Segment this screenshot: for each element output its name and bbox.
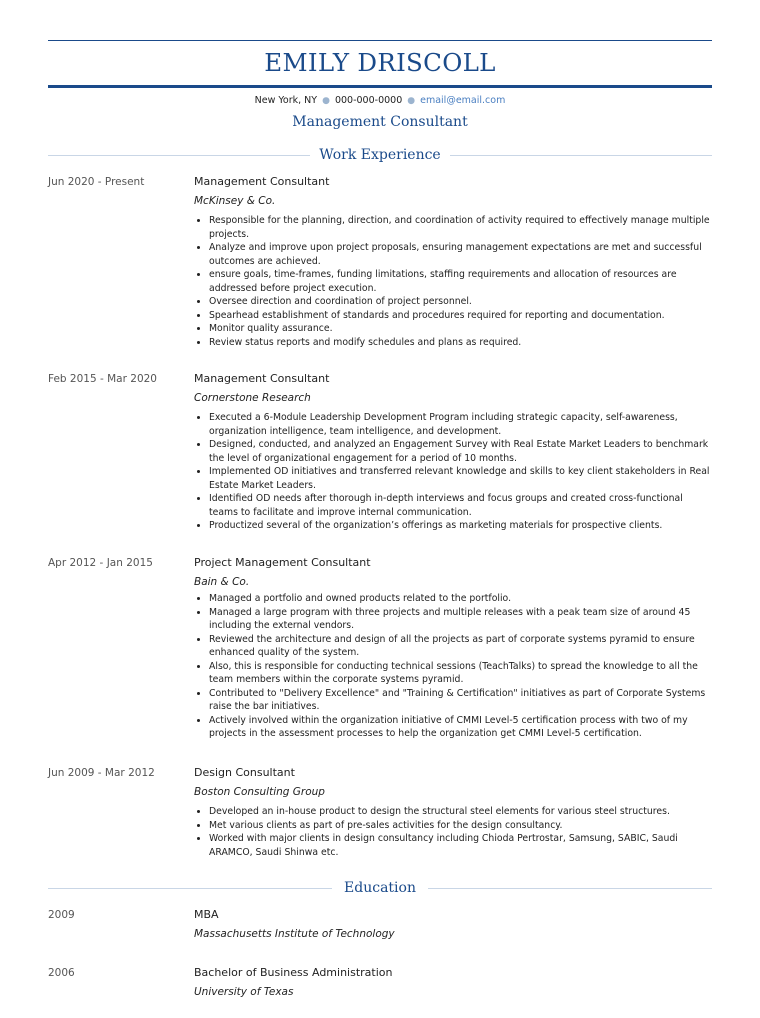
top-rule [48, 40, 712, 41]
email-link[interactable]: email@email.com [420, 95, 506, 106]
bullet-item: • Implemented OD initiatives and transferred relevant knowledge and skills to key client stakeholders in Real Estate Market Leaders. [209, 465, 714, 492]
job-title: Management Consultant [292, 114, 468, 130]
bullet-item: • Managed a portfolio and owned products related to the portfolio. [209, 592, 714, 606]
bullet-item: • Review status reports and modify schedules and plans as required. [209, 336, 714, 350]
bullet-item: • Contributed to "Delivery Excellence" and "Training & Certification" initiatives as part of Corporate Systems raise the bar initiatives. [209, 687, 714, 714]
entry-org: Cornerstone Research [194, 392, 311, 404]
candidate-name: EMILY DRISCOLL [264, 48, 496, 77]
bullet-item: • Monitor quality assurance. [209, 322, 714, 336]
bullet-item: • Oversee direction and coordination of project personnel. [209, 295, 714, 309]
entry-degree: Bachelor of Business Administration [194, 966, 393, 979]
bullet-item: • Developed an in-house product to design the structural steel elements for various steel structures. [209, 805, 714, 819]
entry-date: Jun 2020 - Present [48, 176, 145, 188]
entry-org: McKinsey & Co. [194, 195, 276, 207]
bullet-item: • Executed a 6-Module Leadership Development Program including strategic capacity, self-awareness, organization intelligence, team intelligence, and development. [209, 411, 714, 438]
bullet-item: • ensure goals, time-frames, funding limitations, staffing requirements and allocation of resources are addressed before project execution. [209, 268, 714, 295]
bullet-item: • Actively involved within the organization initiative of CMMI Level-5 certification process with two of my projects in the assessment processes to help the organization get CMMI Level-5 certification. [209, 714, 714, 741]
entry-bullets [194, 592, 714, 741]
section-title: Education [344, 880, 416, 896]
entry-bullets [194, 411, 714, 533]
bullet-item: • Worked with major clients in design consultancy including Chioda Pertrostar, Samsung, SABIC, Saudi ARAMCO, Saudi Shinwa etc. [209, 832, 714, 859]
bullet-item: • Spearhead establishment of standards and procedures required for reporting and documentation. [209, 309, 714, 323]
bullet-item: • Reviewed the architecture and design of all the projects as part of corporate systems pyramid to ensure enhanced quality of the system. [209, 633, 714, 660]
entry-date: Apr 2012 - Jan 2015 [48, 557, 153, 569]
bullet-item: • Designed, conducted, and analyzed an Engagement Survey with Real Estate Market Leaders to benchmark the level of organizational engagement for a period of 10 months. [209, 438, 714, 465]
entry-role: Design Consultant [194, 766, 295, 779]
bullet-item: • Analyze and improve upon project proposals, ensuring management expectations are met and successful outcomes are achieved. [209, 241, 714, 268]
entry-bullets [194, 214, 714, 349]
education-heading [48, 879, 712, 899]
location-text: New York, NY [254, 95, 318, 106]
heading-rule-right [428, 888, 712, 889]
separator-dot-icon: ● [322, 96, 330, 106]
bullet-item: • Responsible for the planning, direction, and coordination of activity required to effectively manage multiple projects. [209, 214, 714, 241]
name-underline [48, 85, 712, 88]
entry-school: Massachusetts Institute of Technology [194, 928, 395, 940]
entry-school: University of Texas [194, 986, 294, 998]
bullet-item: • Also, this is responsible for conducting technical sessions (TeachTalks) to spread the knowledge to all the team members within the corporate systems pyramid. [209, 660, 714, 687]
bullet-item: • Met various clients as part of pre-sales activities for the design consultancy. [209, 819, 714, 833]
entry-role: Management Consultant [194, 372, 330, 385]
entry-date: Feb 2015 - Mar 2020 [48, 373, 157, 385]
work-experience-heading [48, 146, 712, 166]
entry-role: Project Management Consultant [194, 556, 371, 569]
contact-line [48, 95, 712, 106]
entry-degree: MBA [194, 908, 219, 921]
entry-date: Jun 2009 - Mar 2012 [48, 767, 155, 779]
heading-rule-right [450, 155, 712, 156]
entry-date: 2009 [48, 909, 75, 921]
entry-org: Bain & Co. [194, 576, 250, 588]
entry-org: Boston Consulting Group [194, 786, 325, 798]
separator-dot-icon: ● [407, 96, 416, 106]
bullet-item: • Identified OD needs after thorough in-depth interviews and focus groups and created cross-functional teams to facilitate and improve internal communication. [209, 492, 714, 519]
entry-bullets [194, 805, 714, 859]
entry-date: 2006 [48, 967, 75, 979]
bullet-item: • Productized several of the organization’s offerings as marketing materials for prospective clients. [209, 519, 714, 533]
entry-role: Management Consultant [194, 175, 330, 188]
section-title: Work Experience [319, 147, 441, 163]
phone-text: 000-000-0000 [334, 95, 403, 106]
bullet-item: • Managed a large program with three projects and multiple releases with a peak team size of around 45 including the external vendors. [209, 606, 714, 633]
